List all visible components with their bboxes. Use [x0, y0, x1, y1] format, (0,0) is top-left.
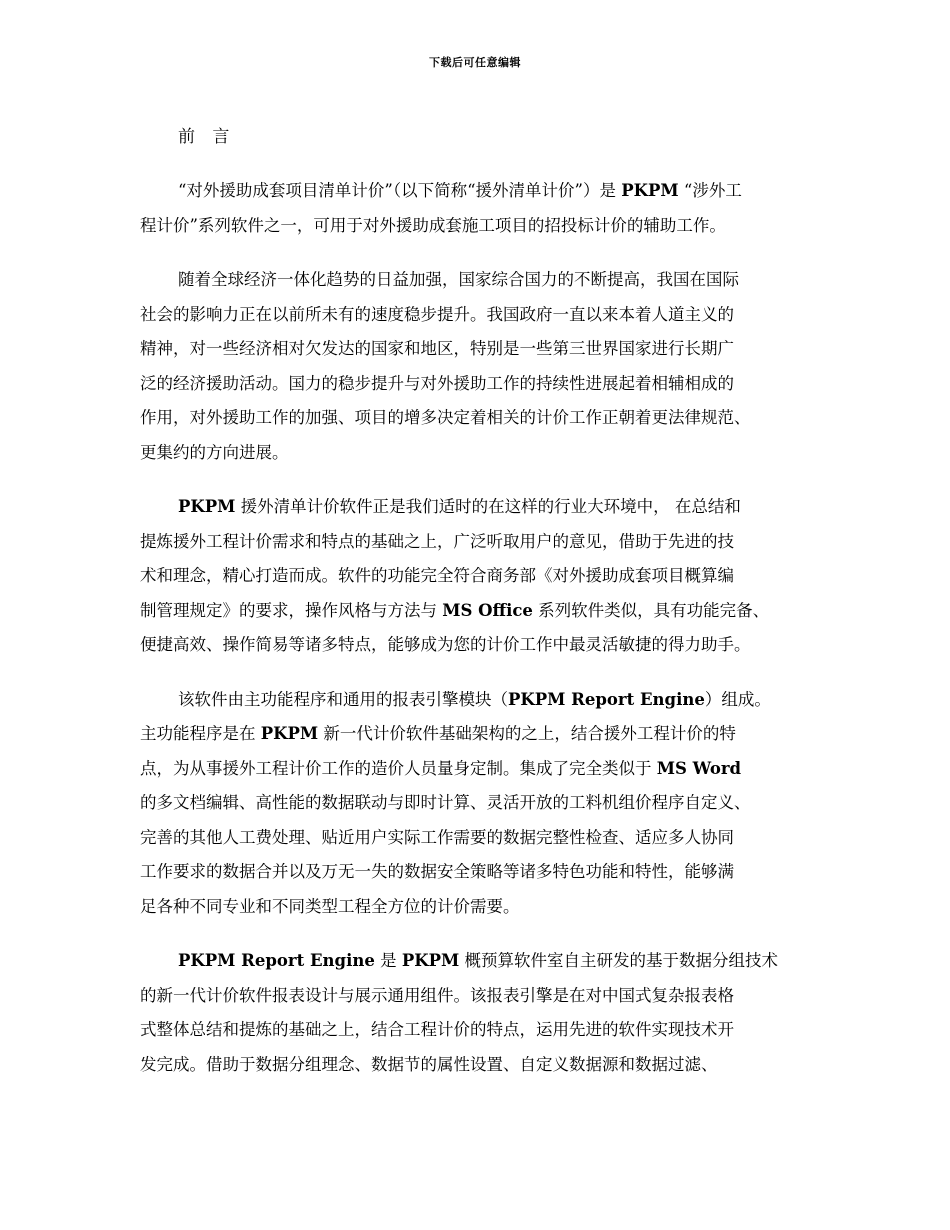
text-run: 援外清单计价软件正是我们适时的在这样的行业大环境中， 在总结和 — [235, 497, 741, 516]
text-line — [140, 559, 825, 594]
text-line — [140, 786, 825, 821]
text-line — [140, 855, 825, 890]
text-run: 点，为从事援外工程计价工作的造价人员量身定制。集成了完全类似于 — [140, 758, 657, 778]
text-run: 的新一代计价软件报表设计与展示通用组件。该报表引擎是在对中国式复杂报表格 — [140, 985, 734, 1005]
text-run: 工作要求的数据合并以及万无一失的数据安全策略等诸多特色功能和特性，能够满 — [140, 862, 734, 881]
text-run: 随着全球经济一体化趋势的日益加强，国家综合国力的不断提高，我国在国际 — [178, 270, 739, 289]
text-run: 泛的经济援助活动。国力的稳步提升与对外援助工作的持续性进展起着相辅相成的 — [140, 373, 734, 393]
text-line — [140, 821, 825, 856]
paragraph — [140, 174, 825, 243]
text-run: 的多文档编辑、高性能的数据联动与即时计算、灵活开放的工料机组价程序自定义、 — [140, 793, 751, 812]
bold-term: PKPM Report Engine — [508, 689, 705, 709]
text-run: 更集约的方向进展。 — [140, 442, 289, 462]
text-line — [140, 263, 825, 298]
text-line — [140, 401, 825, 436]
bold-term: PKPM Report Engine — [178, 951, 375, 970]
text-run: 提炼援外工程计价需求和特点的基础之上，广泛听取用户的意见，借助于先进的技 — [140, 531, 734, 551]
text-line — [140, 1048, 825, 1083]
text-line — [140, 174, 825, 209]
text-line — [140, 367, 825, 402]
text-run: 是 — [374, 951, 402, 970]
text-run: 式整体总结和提炼的基础之上，结合工程计价的特点，运用先进的软件实现技术开 — [140, 1020, 734, 1039]
text-run: 社会的影响力正在以前所未有的速度稳步提升。我国政府一直以来本着人道主义的 — [140, 304, 734, 324]
paragraph — [140, 263, 825, 470]
text-run: 主功能程序是在 — [140, 724, 261, 743]
text-line — [140, 944, 825, 979]
text-line — [140, 683, 825, 718]
paragraph — [140, 944, 825, 1082]
text-run: 新一代计价软件基础架构的之上，结合援外工程计价的特 — [318, 724, 736, 743]
text-run: “涉外工 — [678, 181, 742, 200]
text-line — [140, 979, 825, 1014]
paragraph — [140, 490, 825, 663]
text-line — [140, 752, 825, 787]
text-run: 便捷高效、操作简易等诸多特点，能够成为您的计价工作中最灵活敏捷的得力助手。 — [140, 635, 751, 654]
text-run: 概预算软件室自主研发的基于数据分组技术 — [459, 951, 779, 970]
text-line — [140, 628, 825, 663]
text-run: 作用，对外援助工作的加强、项目的增多决定着相关的计价工作正朝着更法律规范、 — [140, 408, 751, 427]
text-run: 精神，对一些经济相对欠发达的国家和地区，特别是一些第三世界国家进行长期广 — [140, 339, 734, 358]
text-line — [140, 298, 825, 333]
document-body — [140, 120, 825, 1102]
text-run: 程计价”系列软件之一，可用于对外援助成套施工项目的招投标计价的辅助工作。 — [140, 215, 726, 235]
bold-term: PKPM — [401, 951, 460, 970]
text-line — [140, 332, 825, 367]
text-line — [140, 525, 825, 560]
text-line — [140, 209, 825, 244]
text-run: 足各种不同专业和不同类型工程全方位的计价需要。 — [140, 896, 520, 916]
bold-term: MS Office — [442, 600, 533, 620]
text-line — [140, 490, 825, 525]
text-line — [140, 594, 825, 629]
text-line — [140, 890, 825, 925]
text-run: 系列软件类似，具有功能完备、 — [532, 600, 770, 620]
text-run: 制管理规定》的要求，操作风格与方法与 — [140, 600, 443, 620]
text-run: 发完成。借助于数据分组理念、数据节的属性设置、自定义数据源和数据过滤、 — [140, 1054, 718, 1074]
text-run: 完善的其他人工费处理、贴近用户实际工作需要的数据完整性检查、适应多人协同 — [140, 827, 734, 847]
page-header: 下载后可任意编辑 — [429, 56, 521, 69]
text-line — [140, 717, 825, 752]
text-run: ）组成。 — [704, 689, 771, 709]
bold-term: PKPM — [260, 724, 319, 743]
text-run: “对外援助成套项目清单计价”（以下简称“援外清单计价”）是 — [178, 181, 622, 200]
paragraph — [140, 683, 825, 925]
text-line — [140, 436, 825, 471]
bold-term: PKPM — [178, 497, 236, 516]
text-line — [140, 1013, 825, 1048]
bold-term: MS Word — [656, 758, 742, 778]
bold-term: PKPM — [621, 181, 679, 200]
text-run: 术和理念，精心打造而成。软件的功能完全符合商务部《对外援助成套项目概算编 — [140, 566, 734, 585]
text-run: 该软件由主功能程序和通用的报表引擎模块（ — [178, 689, 508, 709]
page-title: 前 言 — [178, 127, 236, 147]
